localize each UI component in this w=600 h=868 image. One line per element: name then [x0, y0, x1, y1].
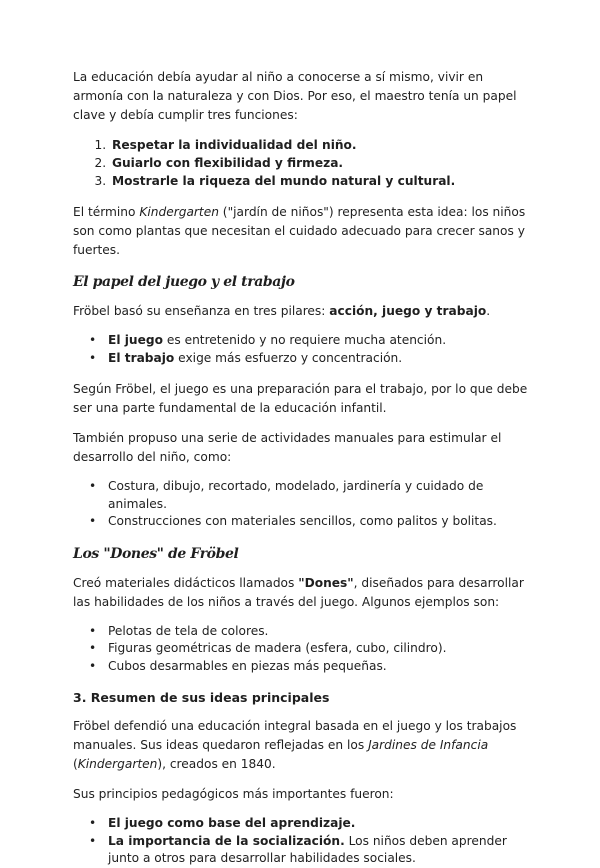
principles-intro: Sus principios pedagógicos más importantes fueron:	[73, 787, 394, 801]
list-item: 3. Mostrarle la riqueza del mundo natural y cultural.	[110, 172, 528, 190]
section-heading-resumen: 3. Resumen de sus ideas principales	[73, 690, 330, 705]
list-item: • Construcciones con materiales sencillos, como palitos y bolitas.	[73, 513, 528, 531]
list-item: • Figuras geométricas de madera (esfera, cubo, cilindro).	[73, 640, 528, 658]
principles-list	[73, 815, 528, 868]
list-item: • El juego es entretenido y no requiere mucha atención.	[73, 332, 528, 350]
list-item: • Cubos desarmables en piezas más pequeñas.	[73, 658, 528, 676]
list-item: • La importancia de la socialización. Los niños deben aprender junto a otros para desarrollar habilidades sociales.	[73, 833, 528, 868]
dones-paragraph: Creó materiales didácticos llamados "Dones", diseñados para desarrollar las habilidades de los niños a través del juego. Algunos ejemplos son:	[73, 575, 524, 609]
teacher-functions-list	[73, 136, 528, 190]
resumen-paragraph: Fröbel defendió una educación integral basada en el juego y los trabajos manuales. Sus ideas quedaron reflejadas en los Jardines de Infancia (Kindergarten), creados en 1840.	[73, 719, 517, 771]
pillars-paragraph: Fröbel basó su enseñanza en tres pilares: acción, juego y trabajo.	[73, 304, 491, 318]
section-heading-juego: El papel del juego y el trabajo	[73, 274, 295, 290]
list-item: 1. Respetar la individualidad del niño.	[110, 136, 528, 154]
kindergarten-paragraph: El término Kindergarten ("jardín de niños") representa esta idea: los niños son como plantas que necesitan el cuidado adecuado para crecer sanos y fuertes.	[73, 205, 526, 257]
intro-paragraph: La educación debía ayudar al niño a conocerse a sí mismo, vivir en armonía con la naturaleza y con Dios. Por eso, el maestro tenía un papel clave y debía cumplir tres funciones:	[73, 70, 517, 122]
play-preparation-paragraph: Según Fröbel, el juego es una preparación para el trabajo, por lo que debe ser una parte fundamental de la educación infantil.	[73, 382, 528, 415]
dones-list	[73, 623, 528, 676]
list-item: • Pelotas de tela de colores.	[73, 623, 528, 641]
list-item: • El juego como base del aprendizaje.	[73, 815, 528, 833]
list-item: • El trabajo exige más esfuerzo y concentración.	[73, 350, 528, 368]
activities-paragraph: También propuso una serie de actividades manuales para estimular el desarrollo del niño, como:	[73, 431, 502, 464]
list-item: • Costura, dibujo, recortado, modelado, jardinería y cuidado de animales.	[73, 478, 528, 513]
play-work-list	[73, 332, 528, 367]
list-item: 2. Guiarlo con flexibilidad y firmeza.	[110, 154, 528, 172]
section-heading-dones: Los "Dones" de Fröbel	[73, 545, 239, 562]
activities-list	[73, 478, 528, 531]
